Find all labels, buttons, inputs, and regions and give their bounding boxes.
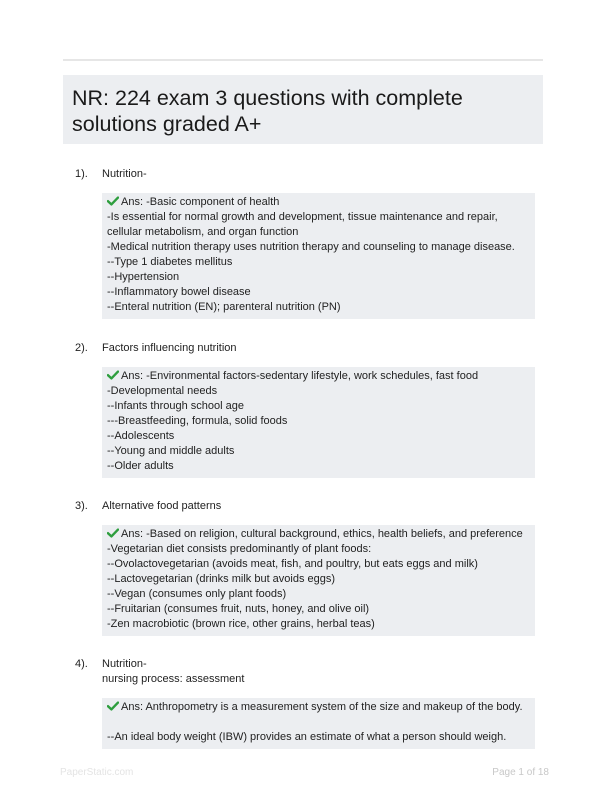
answer-line: ---Breastfeeding, formula, solid foods [107, 415, 288, 427]
answer-prefix: Ans: [121, 196, 147, 208]
answer-text: -Based on religion, cultural background, ethics, health beliefs, and preference [146, 528, 523, 540]
answer-line: -Vegetarian diet consists predominantly of plant foods: [107, 543, 372, 555]
document-title: NR: 224 exam 3 questions with complete solutions graded A+ [72, 86, 463, 136]
answer-line [107, 527, 531, 542]
answer-line: --Young and middle adults [107, 445, 235, 457]
answer-line [107, 369, 531, 384]
check-icon [107, 701, 119, 711]
answer-line: --Adolescents [107, 430, 175, 442]
question-text: Factors influencing nutrition [102, 342, 237, 354]
answer-prefix: Ans: [121, 528, 147, 540]
answer-line: -Developmental needs [107, 385, 218, 397]
check-icon [107, 196, 119, 206]
check-icon [107, 528, 119, 538]
question-text: Nutrition- [102, 168, 147, 180]
answer-line: --Type 1 diabetes mellitus [107, 256, 233, 268]
answer-line [107, 195, 531, 210]
answer-line: --Enteral nutrition (EN); parenteral nutrition (PN) [107, 301, 341, 313]
top-rule [63, 59, 543, 61]
answer-line: --Ovolactovegetarian (avoids meat, fish, and poultry, but eats eggs and milk) [107, 558, 478, 570]
answer-prefix: Ans: [121, 370, 147, 382]
answer-line: -Medical nutrition therapy uses nutrition therapy and counseling to manage disease. [107, 241, 515, 253]
answer-box [102, 698, 535, 749]
answer-line: --An ideal body weight (IBW) provides an estimate of what a person should weigh. [107, 731, 507, 743]
question-number: 4). [75, 658, 88, 670]
question-number: 2). [75, 342, 88, 354]
answer-text: Anthropometry is a measurement system of the size and makeup of the body. [145, 701, 523, 713]
check-icon [107, 370, 119, 380]
answer-line [107, 700, 531, 715]
answer-line: --Lactovegetarian (drinks milk but avoids eggs) [107, 573, 336, 585]
question-number: 1). [75, 168, 88, 180]
question-number: 3). [75, 500, 88, 512]
question-text: Alternative food patterns [102, 500, 222, 512]
answer-box [102, 367, 535, 478]
answer-line: --Infants through school age [107, 400, 244, 412]
answer-box [102, 193, 535, 319]
answer-line: --Hypertension [107, 271, 180, 283]
answer-box [102, 525, 535, 636]
answer-line: --Inflammatory bowel disease [107, 286, 251, 298]
answer-line: -Zen macrobiotic (brown rice, other grains, herbal teas) [107, 618, 375, 630]
answer-text: -Basic component of health [146, 196, 280, 208]
answer-text: -Environmental factors-sedentary lifestyle, work schedules, fast food [146, 370, 479, 382]
answer-line: --Fruitarian (consumes fruit, nuts, honey, and olive oil) [107, 603, 370, 615]
answer-line: --Vegan (consumes only plant foods) [107, 588, 287, 600]
footer-site: PaperStatic.com [60, 767, 134, 778]
title-box [63, 75, 543, 144]
answer-line: -Is essential for normal growth and development, tissue maintenance and repair, cellular metabolism, and organ function [107, 211, 498, 238]
answer-line: --Older adults [107, 460, 174, 472]
answer-prefix: Ans: [121, 701, 146, 713]
question-text: Nutrition- nursing process: assessment [102, 658, 245, 685]
page-number: Page 1 of 18 [492, 767, 549, 778]
